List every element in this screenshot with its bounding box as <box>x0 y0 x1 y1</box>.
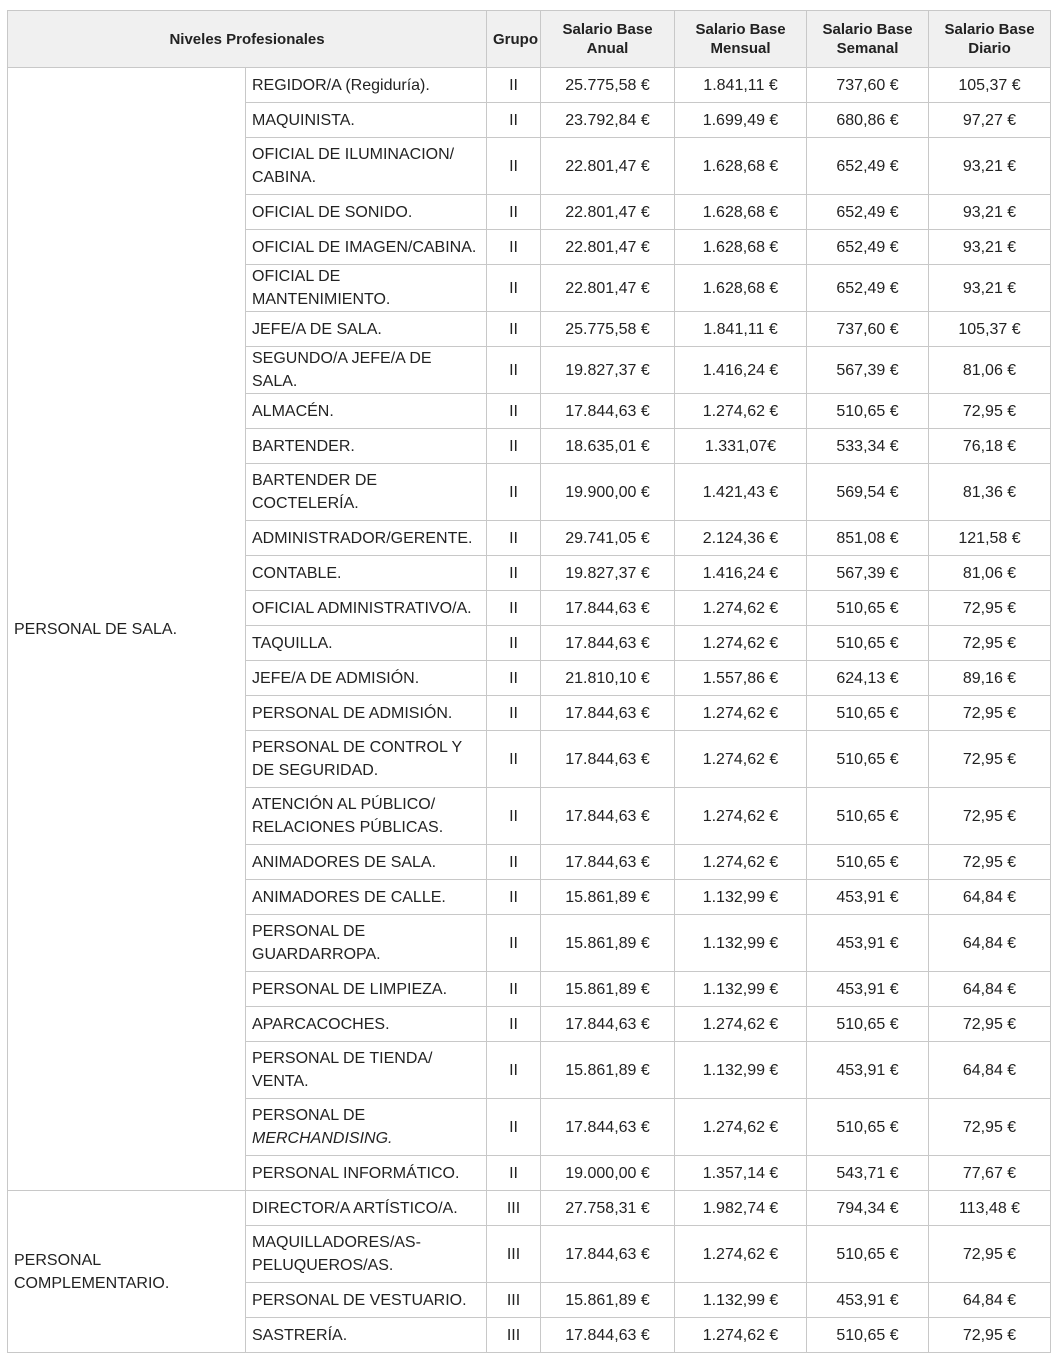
salario-mensual-cell: 1.274,62 € <box>675 394 807 429</box>
salario-diario-cell: 76,18 € <box>929 429 1051 464</box>
position-name: ATENCIÓN AL PÚBLICO/ RELACIONES PÚBLICAS. <box>252 796 444 836</box>
position-name: CONTABLE. <box>252 564 342 582</box>
salario-semanal-cell: 652,49 € <box>807 138 929 195</box>
salario-mensual-cell: 1.274,62 € <box>675 1226 807 1283</box>
position-name: BARTENDER. <box>252 437 355 455</box>
position-name-cell <box>246 521 487 556</box>
salario-semanal-cell: 652,49 € <box>807 230 929 265</box>
salario-mensual-cell: 1.274,62 € <box>675 626 807 661</box>
salario-anual-cell: 25.775,58 € <box>541 312 675 347</box>
salario-anual-cell: 15.861,89 € <box>541 972 675 1007</box>
salario-anual-cell: 17.844,63 € <box>541 394 675 429</box>
position-name: OFICIAL ADMINISTRATIVO/A. <box>252 599 472 617</box>
salario-mensual-cell: 1.274,62 € <box>675 1007 807 1042</box>
position-name: PERSONAL DE ADMISIÓN. <box>252 704 453 722</box>
grupo-cell: II <box>487 972 541 1007</box>
salario-semanal-cell: 652,49 € <box>807 265 929 312</box>
position-name-cell <box>246 880 487 915</box>
category-cell: PERSONAL COMPLEMENTARIO. <box>8 1191 246 1353</box>
position-name: DIRECTOR/A ARTÍSTICO/A. <box>252 1199 458 1217</box>
salario-semanal-cell: 569,54 € <box>807 464 929 521</box>
salario-anual-cell: 15.861,89 € <box>541 880 675 915</box>
salario-semanal-cell: 567,39 € <box>807 556 929 591</box>
salario-diario-cell: 72,95 € <box>929 626 1051 661</box>
salario-semanal-cell: 652,49 € <box>807 195 929 230</box>
salario-semanal-cell: 453,91 € <box>807 1042 929 1099</box>
header-mensual <box>675 11 807 68</box>
position-name-cell <box>246 394 487 429</box>
salario-anual-cell: 17.844,63 € <box>541 696 675 731</box>
position-name: OFICIAL DE IMAGEN/CABINA. <box>252 238 477 256</box>
salario-semanal-cell: 510,65 € <box>807 845 929 880</box>
position-name-cell <box>246 138 487 195</box>
header-mensual-line1: Salario Base <box>695 21 786 38</box>
position-name: SASTRERÍA. <box>252 1326 348 1344</box>
salario-mensual-cell: 1.841,11 € <box>675 68 807 103</box>
salario-diario-cell: 72,95 € <box>929 1007 1051 1042</box>
salario-anual-cell: 23.792,84 € <box>541 103 675 138</box>
salario-anual-cell: 17.844,63 € <box>541 591 675 626</box>
salario-diario-cell: 81,06 € <box>929 556 1051 591</box>
position-name-cell <box>246 265 487 312</box>
salario-anual-cell: 17.844,63 € <box>541 731 675 788</box>
salario-semanal-cell: 510,65 € <box>807 1099 929 1156</box>
salario-diario-cell: 72,95 € <box>929 788 1051 845</box>
salario-semanal-cell: 624,13 € <box>807 661 929 696</box>
salario-anual-cell: 17.844,63 € <box>541 788 675 845</box>
salario-diario-cell: 72,95 € <box>929 591 1051 626</box>
table-body <box>8 68 1051 1353</box>
salario-semanal-cell: 533,34 € <box>807 429 929 464</box>
header-semanal-line2: Semanal <box>836 40 899 57</box>
salario-diario-cell: 72,95 € <box>929 731 1051 788</box>
position-name-cell <box>246 312 487 347</box>
grupo-cell: II <box>487 521 541 556</box>
position-name: MAQUINISTA. <box>252 111 355 129</box>
salario-mensual-cell: 1.132,99 € <box>675 880 807 915</box>
salario-diario-cell: 72,95 € <box>929 1318 1051 1353</box>
grupo-cell: II <box>487 731 541 788</box>
position-name: OFICIAL DE ILUMINACION/ CABINA. <box>252 146 455 186</box>
position-name: BARTENDER DE COCTELERÍA. <box>252 472 378 512</box>
salario-mensual-cell: 1.628,68 € <box>675 138 807 195</box>
salario-mensual-cell: 1.357,14 € <box>675 1156 807 1191</box>
header-anual <box>541 11 675 68</box>
position-name-cell <box>246 1226 487 1283</box>
position-name-cell <box>246 845 487 880</box>
position-name-cell <box>246 1099 487 1156</box>
position-name: ALMACÉN. <box>252 402 334 420</box>
position-name: ANIMADORES DE CALLE. <box>252 888 446 906</box>
salario-semanal-cell: 737,60 € <box>807 68 929 103</box>
grupo-cell: II <box>487 696 541 731</box>
position-name-cell <box>246 696 487 731</box>
salario-mensual-cell: 1.274,62 € <box>675 591 807 626</box>
position-name-cell <box>246 195 487 230</box>
salario-diario-cell: 64,84 € <box>929 1283 1051 1318</box>
position-name: JEFE/A DE ADMISIÓN. <box>252 669 420 687</box>
salario-anual-cell: 17.844,63 € <box>541 1318 675 1353</box>
salario-semanal-cell: 510,65 € <box>807 696 929 731</box>
salario-mensual-cell: 1.841,11 € <box>675 312 807 347</box>
salario-diario-cell: 72,95 € <box>929 1099 1051 1156</box>
position-name: MAQUILLADORES/AS- PELUQUEROS/AS. <box>252 1234 421 1274</box>
salario-mensual-cell: 1.628,68 € <box>675 265 807 312</box>
position-name-cell <box>246 68 487 103</box>
salario-diario-cell: 93,21 € <box>929 195 1051 230</box>
salario-semanal-cell: 851,08 € <box>807 521 929 556</box>
position-name: PERSONAL DE VESTUARIO. <box>252 1291 467 1309</box>
position-name: JEFE/A DE SALA. <box>252 320 382 338</box>
position-name-cell <box>246 1283 487 1318</box>
salario-mensual-cell: 1.628,68 € <box>675 195 807 230</box>
grupo-cell: III <box>487 1191 541 1226</box>
salario-anual-cell: 19.900,00 € <box>541 464 675 521</box>
salario-mensual-cell: 1.416,24 € <box>675 556 807 591</box>
salario-mensual-cell: 1.274,62 € <box>675 1099 807 1156</box>
salario-anual-cell: 22.801,47 € <box>541 138 675 195</box>
grupo-cell: II <box>487 394 541 429</box>
salario-diario-cell: 81,36 € <box>929 464 1051 521</box>
salario-diario-cell: 97,27 € <box>929 103 1051 138</box>
position-name-cell <box>246 972 487 1007</box>
salario-mensual-cell: 1.274,62 € <box>675 788 807 845</box>
position-name-cell <box>246 1191 487 1226</box>
salario-anual-cell: 22.801,47 € <box>541 195 675 230</box>
grupo-cell: II <box>487 347 541 394</box>
header-mensual-line2: Mensual <box>710 40 771 57</box>
salario-diario-cell: 113,48 € <box>929 1191 1051 1226</box>
header-grupo: Grupo <box>487 11 541 68</box>
salario-anual-cell: 17.844,63 € <box>541 1007 675 1042</box>
position-name: APARCACOCHES. <box>252 1015 390 1033</box>
salario-semanal-cell: 453,91 € <box>807 1283 929 1318</box>
header-diario <box>929 11 1051 68</box>
position-name-cell <box>246 556 487 591</box>
grupo-cell: II <box>487 880 541 915</box>
salario-diario-cell: 72,95 € <box>929 696 1051 731</box>
salario-anual-cell: 19.827,37 € <box>541 347 675 394</box>
position-name-cell <box>246 1042 487 1099</box>
position-name: REGIDOR/A (Regiduría). <box>252 76 430 94</box>
header-semanal-line1: Salario Base <box>822 21 913 38</box>
salario-mensual-cell: 1.132,99 € <box>675 1042 807 1099</box>
position-name: PERSONAL DE GUARDARROPA. <box>252 923 381 963</box>
salario-diario-cell: 105,37 € <box>929 312 1051 347</box>
position-name: OFICIAL DE MANTENIMIENTO. <box>252 268 391 308</box>
salario-semanal-cell: 453,91 € <box>807 915 929 972</box>
position-name: PERSONAL DE TIENDA/ VENTA. <box>252 1050 433 1090</box>
grupo-cell: II <box>487 661 541 696</box>
salario-anual-cell: 22.801,47 € <box>541 265 675 312</box>
salario-anual-cell: 17.844,63 € <box>541 845 675 880</box>
salario-diario-cell: 93,21 € <box>929 230 1051 265</box>
salario-semanal-cell: 453,91 € <box>807 972 929 1007</box>
salario-diario-cell: 89,16 € <box>929 661 1051 696</box>
salario-semanal-cell: 680,86 € <box>807 103 929 138</box>
position-name-italic: MERCHANDISING. <box>252 1130 393 1147</box>
header-anual-line1: Salario Base <box>562 21 653 38</box>
position-name-cell <box>246 230 487 265</box>
grupo-cell: II <box>487 1007 541 1042</box>
table-row <box>8 1191 1051 1226</box>
position-name-cell <box>246 347 487 394</box>
salario-diario-cell: 77,67 € <box>929 1156 1051 1191</box>
position-name-cell <box>246 1007 487 1042</box>
salario-anual-cell: 22.801,47 € <box>541 230 675 265</box>
salario-diario-cell: 121,58 € <box>929 521 1051 556</box>
salario-diario-cell: 64,84 € <box>929 915 1051 972</box>
grupo-cell: III <box>487 1318 541 1353</box>
salario-anual-cell: 18.635,01 € <box>541 429 675 464</box>
position-name-cell <box>246 731 487 788</box>
position-name-cell <box>246 103 487 138</box>
salario-anual-cell: 15.861,89 € <box>541 915 675 972</box>
salario-mensual-cell: 1.132,99 € <box>675 915 807 972</box>
grupo-cell: II <box>487 556 541 591</box>
position-name: PERSONAL INFORMÁTICO. <box>252 1164 460 1182</box>
salario-diario-cell: 93,21 € <box>929 265 1051 312</box>
position-name: TAQUILLA. <box>252 634 333 652</box>
salario-mensual-cell: 1.628,68 € <box>675 230 807 265</box>
position-name-cell <box>246 464 487 521</box>
salario-diario-cell: 93,21 € <box>929 138 1051 195</box>
table-row <box>8 68 1051 103</box>
category-cell: PERSONAL DE SALA. <box>8 68 246 1191</box>
grupo-cell: II <box>487 195 541 230</box>
position-name-cell <box>246 661 487 696</box>
salario-semanal-cell: 737,60 € <box>807 312 929 347</box>
salario-semanal-cell: 453,91 € <box>807 880 929 915</box>
salario-diario-cell: 81,06 € <box>929 347 1051 394</box>
header-diario-line2: Diario <box>968 40 1011 57</box>
grupo-cell: II <box>487 845 541 880</box>
salario-anual-cell: 15.861,89 € <box>541 1283 675 1318</box>
grupo-cell: II <box>487 230 541 265</box>
salario-semanal-cell: 510,65 € <box>807 591 929 626</box>
salario-diario-cell: 64,84 € <box>929 880 1051 915</box>
grupo-cell: II <box>487 312 541 347</box>
salario-semanal-cell: 510,65 € <box>807 788 929 845</box>
salario-diario-cell: 72,95 € <box>929 1226 1051 1283</box>
salario-diario-cell: 72,95 € <box>929 394 1051 429</box>
salario-diario-cell: 64,84 € <box>929 972 1051 1007</box>
position-name-cell <box>246 429 487 464</box>
salario-anual-cell: 25.775,58 € <box>541 68 675 103</box>
position-name: ANIMADORES DE SALA. <box>252 853 437 871</box>
grupo-cell: III <box>487 1283 541 1318</box>
salario-diario-cell: 105,37 € <box>929 68 1051 103</box>
salario-semanal-cell: 510,65 € <box>807 1007 929 1042</box>
position-name: OFICIAL DE SONIDO. <box>252 203 413 221</box>
grupo-cell: II <box>487 429 541 464</box>
salario-diario-cell: 72,95 € <box>929 845 1051 880</box>
header-semanal <box>807 11 929 68</box>
position-name-cell <box>246 1156 487 1191</box>
grupo-cell: II <box>487 788 541 845</box>
salario-semanal-cell: 510,65 € <box>807 626 929 661</box>
salario-semanal-cell: 510,65 € <box>807 1226 929 1283</box>
salario-semanal-cell: 510,65 € <box>807 1318 929 1353</box>
salario-mensual-cell: 1.982,74 € <box>675 1191 807 1226</box>
salario-anual-cell: 17.844,63 € <box>541 626 675 661</box>
position-name: PERSONAL DE LIMPIEZA. <box>252 980 448 998</box>
grupo-cell: II <box>487 68 541 103</box>
grupo-cell: II <box>487 626 541 661</box>
salario-anual-cell: 27.758,31 € <box>541 1191 675 1226</box>
salario-mensual-cell: 1.416,24 € <box>675 347 807 394</box>
salario-anual-cell: 29.741,05 € <box>541 521 675 556</box>
position-name: ADMINISTRADOR/GERENTE. <box>252 529 473 547</box>
position-name-cell <box>246 591 487 626</box>
grupo-cell: II <box>487 103 541 138</box>
grupo-cell: II <box>487 464 541 521</box>
salario-semanal-cell: 510,65 € <box>807 731 929 788</box>
position-name-cell <box>246 788 487 845</box>
salario-diario-cell: 64,84 € <box>929 1042 1051 1099</box>
salario-anual-cell: 21.810,10 € <box>541 661 675 696</box>
salario-anual-cell: 17.844,63 € <box>541 1226 675 1283</box>
salario-mensual-cell: 1.274,62 € <box>675 1318 807 1353</box>
grupo-cell: II <box>487 265 541 312</box>
header-diario-line1: Salario Base <box>944 21 1035 38</box>
salario-mensual-cell: 1.274,62 € <box>675 731 807 788</box>
grupo-cell: II <box>487 138 541 195</box>
position-name: PERSONAL DE <box>252 1107 366 1124</box>
salario-mensual-cell: 1.132,99 € <box>675 1283 807 1318</box>
header-anual-line2: Anual <box>586 40 629 57</box>
position-name-cell <box>246 626 487 661</box>
salario-semanal-cell: 543,71 € <box>807 1156 929 1191</box>
salario-semanal-cell: 794,34 € <box>807 1191 929 1226</box>
grupo-cell: II <box>487 915 541 972</box>
header-row <box>8 11 1051 68</box>
salario-anual-cell: 17.844,63 € <box>541 1099 675 1156</box>
salario-anual-cell: 19.827,37 € <box>541 556 675 591</box>
salario-mensual-cell: 1.274,62 € <box>675 845 807 880</box>
salary-table <box>7 10 1051 1353</box>
salario-mensual-cell: 1.557,86 € <box>675 661 807 696</box>
salario-semanal-cell: 567,39 € <box>807 347 929 394</box>
salario-mensual-cell: 1.331,07€ <box>675 429 807 464</box>
salario-mensual-cell: 1.699,49 € <box>675 103 807 138</box>
position-name-cell <box>246 1318 487 1353</box>
salario-mensual-cell: 1.421,43 € <box>675 464 807 521</box>
salario-semanal-cell: 510,65 € <box>807 394 929 429</box>
salario-mensual-cell: 1.132,99 € <box>675 972 807 1007</box>
grupo-cell: II <box>487 1042 541 1099</box>
position-name: SEGUNDO/A JEFE/A DE SALA. <box>252 350 432 390</box>
salario-mensual-cell: 1.274,62 € <box>675 696 807 731</box>
grupo-cell: III <box>487 1226 541 1283</box>
header-niveles: Niveles Profesionales <box>8 11 487 68</box>
grupo-cell: II <box>487 1099 541 1156</box>
position-name-cell <box>246 915 487 972</box>
grupo-cell: II <box>487 591 541 626</box>
salario-mensual-cell: 2.124,36 € <box>675 521 807 556</box>
salario-anual-cell: 15.861,89 € <box>541 1042 675 1099</box>
salario-anual-cell: 19.000,00 € <box>541 1156 675 1191</box>
grupo-cell: II <box>487 1156 541 1191</box>
position-name: PERSONAL DE CONTROL Y DE SEGURIDAD. <box>252 739 462 779</box>
